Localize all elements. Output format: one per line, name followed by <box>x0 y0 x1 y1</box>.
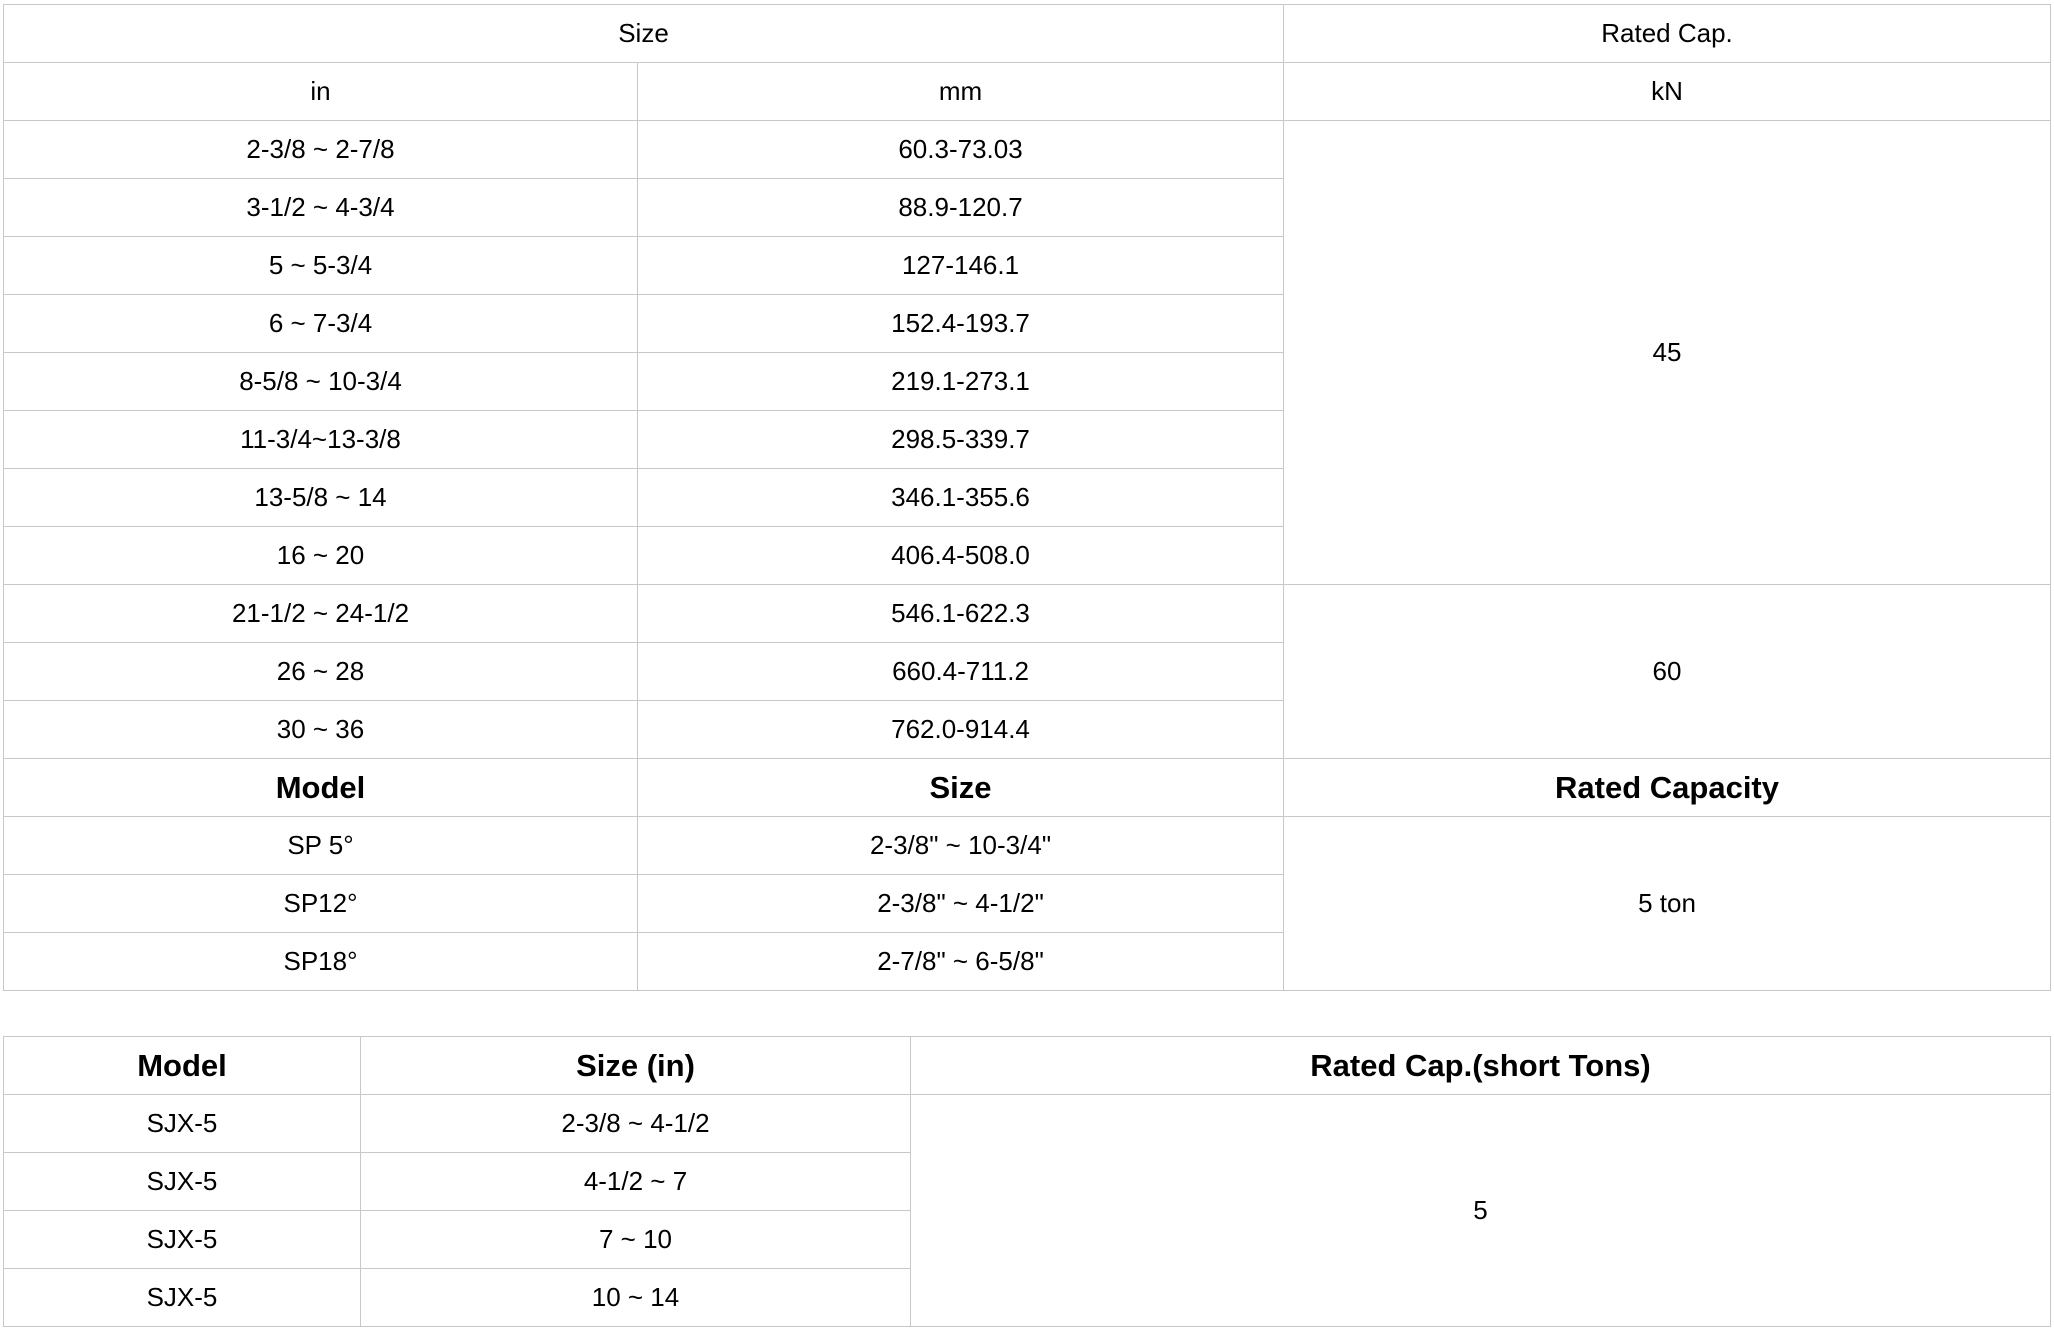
model-cell: SP 5° <box>4 817 638 875</box>
size-in-cell: 11-3/4~13-3/8 <box>4 411 638 469</box>
table-header-row <box>4 5 2051 63</box>
size-cell: 2-3/8" ~ 4-1/2" <box>638 875 1284 933</box>
rated-capacity-header: Rated Capacity <box>1284 759 2051 817</box>
size-cell: 2-3/8 ~ 4-1/2 <box>361 1095 911 1153</box>
capacity-cell: 5 <box>911 1095 2051 1327</box>
table-row <box>4 1095 2051 1153</box>
size-mm-cell: 406.4-508.0 <box>638 527 1284 585</box>
size-in-cell: 16 ~ 20 <box>4 527 638 585</box>
table-row <box>4 585 2051 643</box>
size-mm-cell: 60.3-73.03 <box>638 121 1284 179</box>
model-header: Model <box>4 759 638 817</box>
size-header: Size (in) <box>361 1037 911 1095</box>
unit-in-header: in <box>4 63 638 121</box>
size-cell: 10 ~ 14 <box>361 1269 911 1327</box>
size-mm-cell: 127-146.1 <box>638 237 1284 295</box>
unit-mm-header: mm <box>638 63 1284 121</box>
size-in-cell: 2-3/8 ~ 2-7/8 <box>4 121 638 179</box>
capacity-cell: 5 ton <box>1284 817 2051 991</box>
size-in-cell: 5 ~ 5-3/4 <box>4 237 638 295</box>
size-in-cell: 8-5/8 ~ 10-3/4 <box>4 353 638 411</box>
sjx-model-table <box>3 1036 2051 1327</box>
size-cell: 2-7/8" ~ 6-5/8" <box>638 933 1284 991</box>
model-header: Model <box>4 1037 361 1095</box>
model-cell: SJX-5 <box>4 1211 361 1269</box>
unit-kn-header: kN <box>1284 63 2051 121</box>
rated-cap-header: Rated Cap.(short Tons) <box>911 1037 2051 1095</box>
model-cell: SP12° <box>4 875 638 933</box>
size-mm-cell: 88.9-120.7 <box>638 179 1284 237</box>
model-cell: SJX-5 <box>4 1269 361 1327</box>
size-capacity-table <box>3 4 2051 991</box>
table-header-row <box>4 1037 2051 1095</box>
model-cell: SJX-5 <box>4 1095 361 1153</box>
size-mm-cell: 298.5-339.7 <box>638 411 1284 469</box>
size-in-cell: 13-5/8 ~ 14 <box>4 469 638 527</box>
size-header: Size <box>638 759 1284 817</box>
capacity-cell: 60 <box>1284 585 2051 759</box>
model-cell: SJX-5 <box>4 1153 361 1211</box>
size-in-cell: 21-1/2 ~ 24-1/2 <box>4 585 638 643</box>
size-cell: 4-1/2 ~ 7 <box>361 1153 911 1211</box>
rated-cap-header: Rated Cap. <box>1284 5 2051 63</box>
model-header-row <box>4 759 2051 817</box>
size-mm-cell: 660.4-711.2 <box>638 643 1284 701</box>
size-in-cell: 3-1/2 ~ 4-3/4 <box>4 179 638 237</box>
table-row <box>4 121 2051 179</box>
capacity-cell: 45 <box>1284 121 2051 585</box>
size-header: Size <box>4 5 1284 63</box>
table-row <box>4 817 2051 875</box>
size-mm-cell: 762.0-914.4 <box>638 701 1284 759</box>
size-cell: 2-3/8" ~ 10-3/4" <box>638 817 1284 875</box>
size-mm-cell: 546.1-622.3 <box>638 585 1284 643</box>
size-mm-cell: 152.4-193.7 <box>638 295 1284 353</box>
size-in-cell: 30 ~ 36 <box>4 701 638 759</box>
size-in-cell: 26 ~ 28 <box>4 643 638 701</box>
size-mm-cell: 346.1-355.6 <box>638 469 1284 527</box>
size-in-cell: 6 ~ 7-3/4 <box>4 295 638 353</box>
size-mm-cell: 219.1-273.1 <box>638 353 1284 411</box>
unit-header-row <box>4 63 2051 121</box>
model-cell: SP18° <box>4 933 638 991</box>
size-cell: 7 ~ 10 <box>361 1211 911 1269</box>
